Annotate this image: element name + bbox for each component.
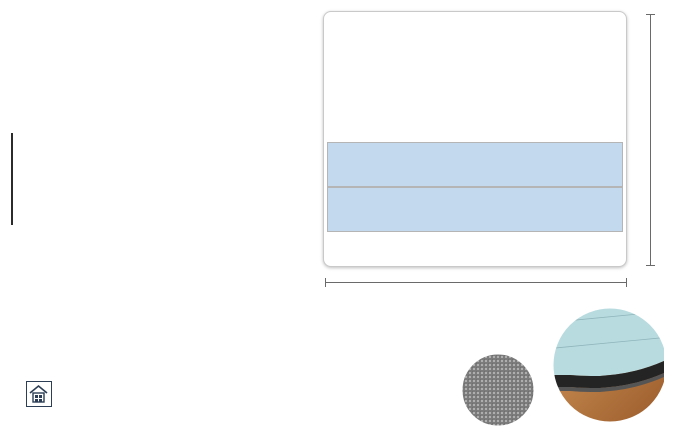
board-word-row-1 bbox=[327, 232, 623, 250]
brand-logo bbox=[26, 381, 148, 415]
height-dimension-tick-bottom bbox=[646, 265, 655, 266]
rubber-back-closeup-circle bbox=[461, 353, 535, 427]
board-number-row bbox=[327, 51, 623, 97]
width-dimension-line bbox=[325, 282, 626, 283]
width-dimension-tick-right bbox=[626, 278, 627, 287]
material-closeup-photo bbox=[460, 303, 664, 431]
repeat-word-cell bbox=[327, 187, 623, 232]
communication-board bbox=[323, 11, 627, 267]
board-letter-row-a bbox=[327, 97, 623, 142]
description-accent-bar bbox=[11, 133, 13, 225]
house-icon bbox=[26, 381, 52, 407]
height-dimension-tick-top bbox=[646, 14, 655, 15]
board-letter-row-k bbox=[327, 142, 623, 187]
board-letter-row-t bbox=[327, 187, 623, 232]
next-word-cell bbox=[327, 142, 623, 187]
board-word-row-2 bbox=[327, 250, 623, 267]
height-dimension-line bbox=[650, 14, 651, 265]
thickness-closeup-circle bbox=[540, 303, 664, 423]
board-top-row bbox=[327, 14, 623, 51]
width-dimension-tick-left bbox=[325, 278, 326, 287]
